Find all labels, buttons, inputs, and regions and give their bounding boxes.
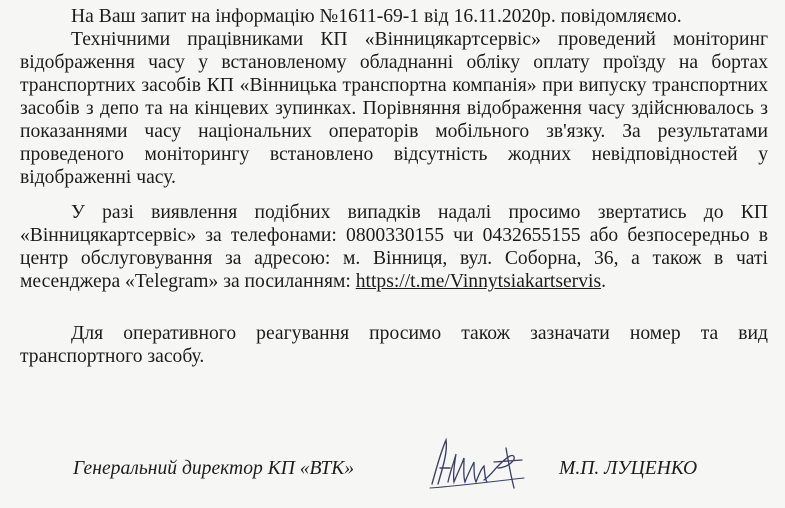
letter-paragraph-3 xyxy=(20,201,768,293)
letter-paragraph-2: Технічними працівниками КП «Вінницякартсервіс» проведений моніторинг відображення часу у встановленому обладнанні обліку оплату проїзду на бортах транспортних засобів КП «Вінницька транспортна компанія» при випуску транспортних засобів з депо та на кінцевих зупинках. Порівняння відображення часу здійснювалось з показаннями часу національних операторів мобільного зв'язку. За результатами проведеного моніторингу встановлено відсутність жодних невідповідностей у відображенні часу. xyxy=(20,29,768,188)
signatory-name: М.П. ЛУЦЕНКО xyxy=(559,458,698,479)
handwritten-signature xyxy=(418,432,530,494)
letter-paragraph-1: На Ваш запит на інформацію №1611-69-1 від 16.11.2020р. повідомляємо. xyxy=(71,6,682,27)
paragraph-3-end: . xyxy=(601,271,606,292)
letter-paragraph-4: Для оперативного реагування просимо також зазначати номер та вид транспортного засобу. xyxy=(20,323,768,367)
telegram-link[interactable]: https://t.me/Vinnytsiakartservis xyxy=(355,271,602,292)
paragraph-3-text: У разі виявлення подібних випадків надалі просимо звертатись до КП «Вінницякартсервіс» за телефонами: 0800330155 чи 0432655155 або безпосередньо в центр обслуговування за адресою: м. Вінниця, вул. Соборна, 36, а також в чаті месенджера «Telegram» за посиланням: xyxy=(20,202,768,292)
signatory-title: Генеральний директор КП «ВТК» xyxy=(73,458,355,479)
